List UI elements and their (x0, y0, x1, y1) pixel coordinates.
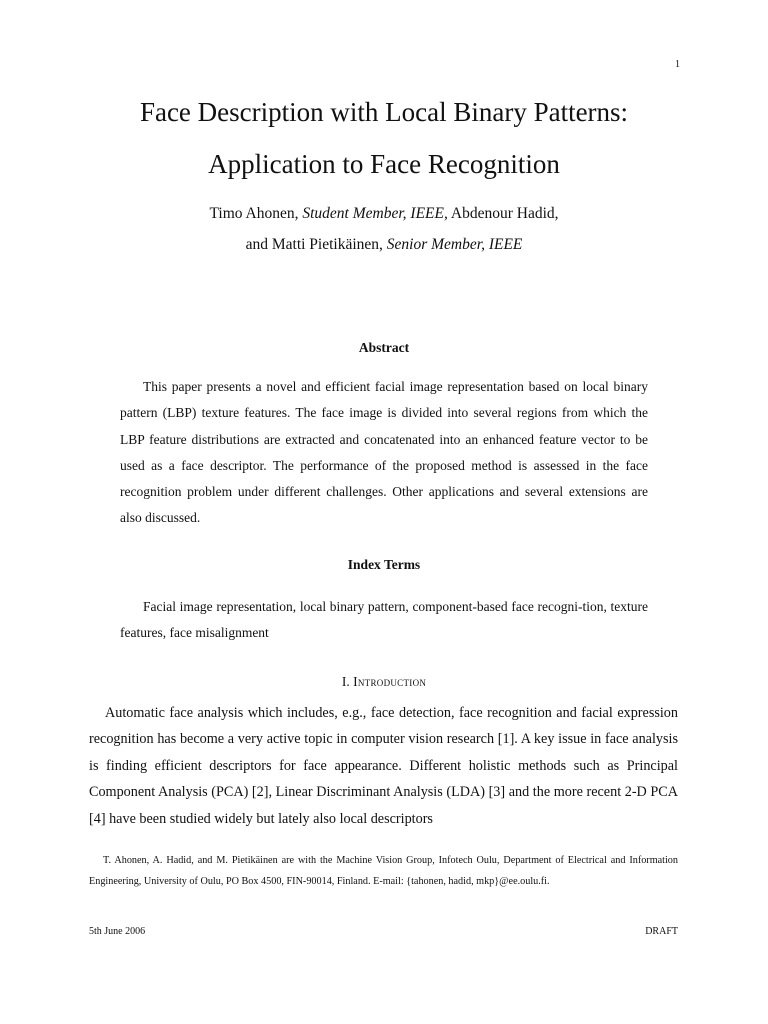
author-affiliation-footnote: T. Ahonen, A. Hadid, and M. Pietikäinen are with the Machine Vision Group, Infotech Oulu, Department of Electrical and Information Engineering, University of Oulu, PO Box 4500, FIN-90014, Finland. E-mail: {tahonen, hadid, mkp}@ee.oulu.fi. (89, 855, 678, 887)
introduction-number: I. (341, 674, 354, 689)
author-list (0, 198, 768, 260)
introduction-text: Automatic face analysis which includes, e.g., face detection, face recognition and facial expression recognition has become a very active topic in computer vision research [1]. A key issue in face analysis is finding efficient descriptors for face appearance. Different holistic methods such as Principal Component Analysis (PCA) [2], Linear Discriminant Analysis (LDA) [3] and the more recent 2-D PCA [4] have been studied widely but lately also local descriptors (89, 705, 678, 827)
paper-title (0, 86, 768, 190)
index-terms-heading: Index Terms (347, 557, 421, 572)
page-number: 1 (675, 59, 680, 70)
introduction-heading (0, 674, 768, 690)
index-terms-text: Facial image representation, local binary pattern, component-based face recogni-tion, texture features, face misalignment (120, 599, 648, 641)
footer-date: 5th June 2006 (89, 926, 146, 937)
paper-title-line-1: Face Description with Local Binary Patterns: (139, 97, 629, 127)
author-1-name: Timo Ahonen, (209, 205, 303, 222)
introduction-title: Introduction (353, 674, 427, 689)
author-line-2 (0, 229, 768, 260)
author-3-role: Senior Member, IEEE (386, 236, 523, 253)
author-1-role: Student Member, IEEE, (302, 205, 448, 222)
author-2-name: Abdenour Hadid, (447, 205, 559, 222)
abstract-text: This paper presents a novel and efficient facial image representation based on local binary pattern (LBP) texture features. The face image is divided into several regions from which the LBP feature distributions are extracted and concatenated into an enhanced feature vector to be used as a face descriptor. The performance of the proposed method is assessed in the face recognition problem under different challenges. Other applications and several extensions are also discussed. (120, 379, 648, 526)
author-3-name: and Matti Pietikäinen, (245, 236, 387, 253)
paper-title-line-2: Application to Face Recognition (208, 149, 560, 179)
footer-draft-label: DRAFT (645, 926, 678, 937)
author-line-1 (0, 198, 768, 229)
abstract-heading: Abstract (358, 340, 410, 355)
